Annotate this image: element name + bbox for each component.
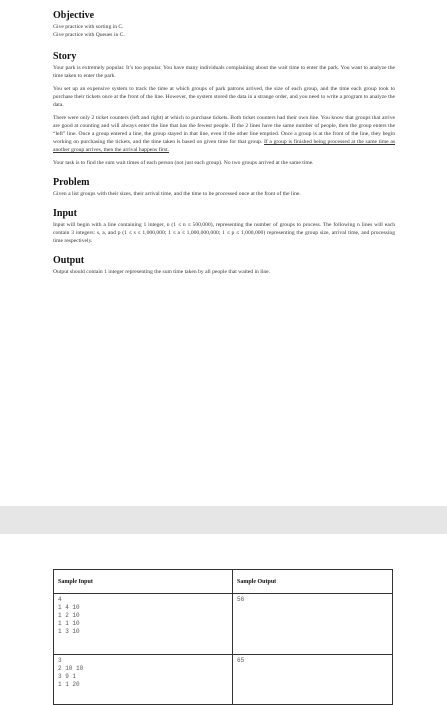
problem-text: Given a list groups with their sizes, their arrival time, and the time to be processed once at the front of the line. — [53, 191, 301, 197]
document-page-2 — [0, 534, 447, 700]
objective-heading: Objective — [53, 10, 95, 21]
problem-heading: Problem — [53, 177, 90, 188]
story-text: There were only 2 ticket counters (left and right) at which to purchase tickets. Both ticket counters had their own line. You know that groups that arrive are good at counting and will always enter the line that has the fewest people. If the 2 lines have the same number of people, then the group enters the “left” line. Once a group entered a line, the group stayed in that line, even if the other line emptied. Once a group is at the front of the line, they begin working on purchasing the tickets, and the time taken is based on given time for that group. — [53, 115, 395, 145]
page-gap — [0, 506, 447, 534]
output-text: Output should contain 1 integer representing the sum time taken by all people that waited in line. — [53, 269, 271, 275]
output-heading: Output — [53, 255, 85, 266]
problem-statement — [53, 10, 395, 283]
story-paragraph: Your park is extremely popular. It’s too popular. You have many individuals complaining about the wait time to enter the park. You want to analyze the time taken to enter the park. — [53, 65, 395, 79]
story-paragraph — [53, 114, 395, 154]
story-paragraph: You set up an expensive system to track the time at which groups of park patrons arrived, the size of each group, and the time each group took to purchase their tickets once at the front of the line. However, the system stored the data in a strange order, and you need to write a program to analyze the data. — [53, 86, 395, 108]
input-line: 2 10 10 — [58, 665, 84, 672]
story-heading: Story — [53, 51, 77, 62]
input-section — [53, 208, 395, 245]
objective-line: Give practice with sorting in C. — [53, 24, 124, 30]
input-text: Input will begin with a line containing 1 integer, n (1 ≤ n ≤ 500,000), representing the number of groups to process. The following n lines will each contain 3 integers: s, a, and p (1 ≤ s ≤ 1,000,000; 1 ≤ a ≤ 1,000,000,000; 1 ≤ p ≤ 1,000,000) representing the group size, arrival time, and processing time respectively. — [53, 222, 395, 244]
problem-section — [53, 177, 395, 198]
sample-input-cell — [54, 655, 233, 705]
sample-output-cell — [233, 594, 393, 655]
input-line: 1 3 10 — [58, 628, 80, 635]
input-line: 3 — [58, 657, 62, 664]
table-row — [54, 655, 393, 705]
input-line: 1 4 10 — [58, 604, 80, 611]
input-line: 1 1 20 — [58, 681, 80, 688]
output-line: 65 — [237, 657, 245, 664]
story-section — [53, 51, 395, 167]
output-line: 56 — [237, 596, 245, 603]
objective-line: Give practice with Queues in C. — [53, 32, 125, 38]
input-line: 1 1 10 — [58, 620, 80, 627]
story-underlined-text: If a group is finished being processed at the same time as another group arrives, then the arrival happens first. — [53, 139, 396, 153]
table-row — [54, 594, 393, 655]
input-line: 4 — [58, 596, 62, 603]
sample-output-header: Sample Output — [233, 570, 393, 594]
input-heading: Input — [53, 208, 77, 219]
sample-table — [53, 569, 393, 705]
story-paragraph: Your task is to find the sum wait times of each person (not just each group). No two groups arrived at the same time. — [53, 160, 314, 166]
sample-output-cell — [233, 655, 393, 705]
objective-section — [53, 10, 395, 39]
sample-input-header: Sample Input — [54, 570, 233, 594]
sample-header-row — [54, 570, 393, 594]
input-line: 3 9 1 — [58, 673, 77, 680]
output-section — [53, 255, 395, 276]
sample-input-cell — [54, 594, 233, 655]
input-line: 1 2 10 — [58, 612, 80, 619]
